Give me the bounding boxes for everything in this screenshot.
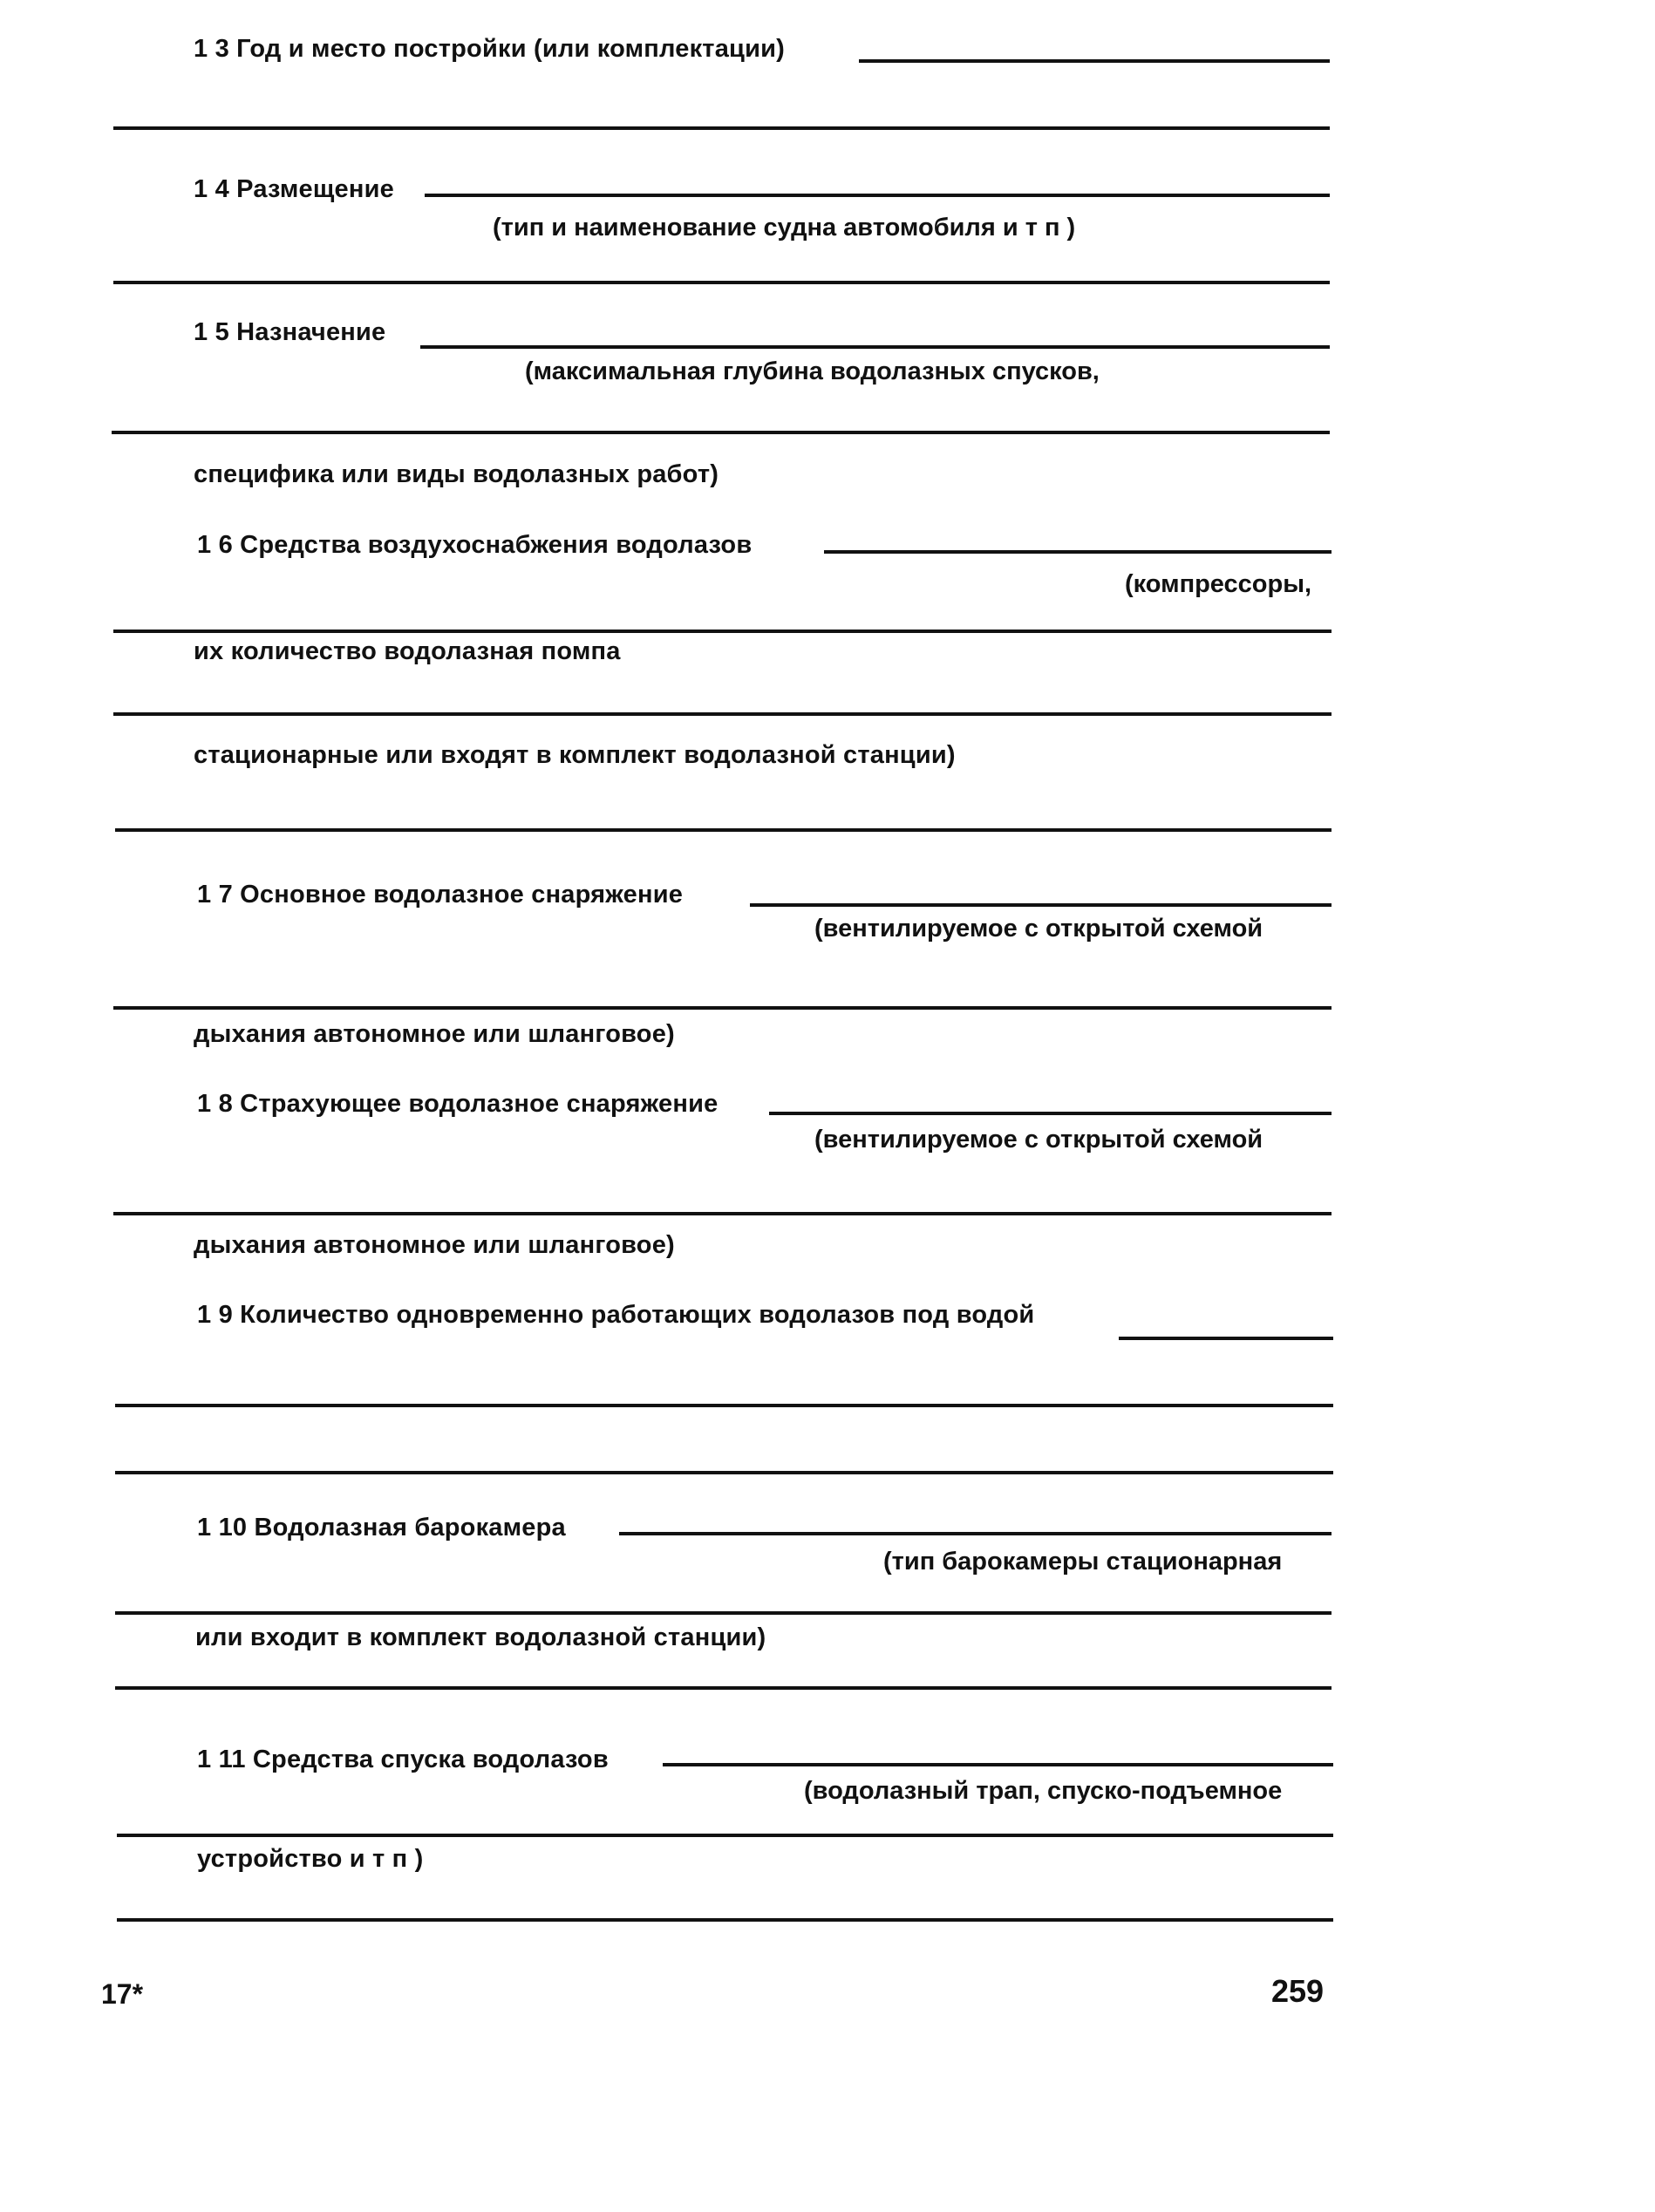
item-111-hint: (водолазный трап, спуско-подъемное (804, 1777, 1283, 1805)
item-18-label: 1 8 Страхующее водолазное снаряжение (197, 1090, 719, 1118)
item-19-fill-line[interactable] (1119, 1337, 1333, 1340)
item-16-hint: (компрессоры, (1125, 570, 1312, 598)
item-110-fill-line[interactable] (619, 1532, 1331, 1535)
item-15-fill-line[interactable] (420, 345, 1330, 349)
item-14-hint: (тип и наименование судна автомобиля и т п ) (493, 214, 1076, 242)
item-18-hint: (вентилируемое с открытой схемой (814, 1126, 1263, 1154)
item-15-hint-continuation: специфика или виды водолазных работ) (194, 460, 719, 488)
item-110-label: 1 10 Водолазная барокамера (197, 1514, 566, 1542)
item-13-label: 1 3 Год и место постройки (или комплектации) (194, 35, 785, 63)
item-14-continuation-line[interactable] (113, 281, 1330, 284)
item-18-continuation-line[interactable] (113, 1212, 1331, 1215)
item-14-label: 1 4 Размещение (194, 175, 394, 203)
item-19-continuation-line-2[interactable] (115, 1471, 1333, 1474)
item-18-hint-continuation: дыхания автономное или шланговое) (194, 1231, 675, 1259)
item-15-continuation-line[interactable] (112, 431, 1330, 434)
item-111-continuation-line-2[interactable] (117, 1918, 1333, 1922)
item-19-continuation-line-1[interactable] (115, 1404, 1333, 1407)
item-17-hint-continuation: дыхания автономное или шланговое) (194, 1020, 675, 1048)
item-16-continuation-line-2[interactable] (113, 712, 1331, 716)
item-15-label: 1 5 Назначение (194, 318, 386, 346)
item-111-label: 1 11 Средства спуска водолазов (197, 1746, 609, 1773)
item-110-hint-continuation: или входит в комплект водолазной станции) (195, 1623, 766, 1651)
item-15-hint: (максимальная глубина водолазных спусков, (525, 357, 1100, 385)
item-13-fill-line[interactable] (859, 59, 1330, 63)
item-17-hint: (вентилируемое с открытой схемой (814, 915, 1263, 943)
item-111-hint-continuation: устройство и т п ) (197, 1845, 424, 1873)
item-17-continuation-line[interactable] (113, 1006, 1331, 1010)
item-110-hint: (тип барокамеры стационарная (883, 1548, 1283, 1576)
item-16-fill-line[interactable] (824, 550, 1331, 554)
item-110-continuation-line-1[interactable] (115, 1611, 1331, 1615)
page-number: 259 (1271, 1973, 1325, 2009)
item-17-label: 1 7 Основное водолазное снаряжение (197, 881, 684, 909)
item-19-label: 1 9 Количество одновременно работающих водолазов под водой (197, 1301, 1035, 1329)
item-111-fill-line[interactable] (663, 1763, 1333, 1766)
item-16-continuation-line-3[interactable] (115, 828, 1331, 832)
item-110-continuation-line-2[interactable] (115, 1686, 1331, 1690)
signature-mark: 17* (101, 1978, 144, 2010)
item-111-continuation-line-1[interactable] (117, 1834, 1333, 1837)
item-16-hint-continuation-1: их количество водолазная помпа (194, 637, 621, 665)
item-14-fill-line[interactable] (425, 194, 1330, 197)
item-16-label: 1 6 Средства воздухоснабжения водолазов (197, 531, 753, 559)
item-16-hint-continuation-2: стационарные или входят в комплект водолазной станции) (194, 741, 956, 769)
item-17-fill-line[interactable] (750, 903, 1331, 907)
item-18-fill-line[interactable] (769, 1112, 1331, 1115)
item-13-continuation-line[interactable] (113, 126, 1330, 130)
item-16-continuation-line-1[interactable] (113, 630, 1331, 633)
